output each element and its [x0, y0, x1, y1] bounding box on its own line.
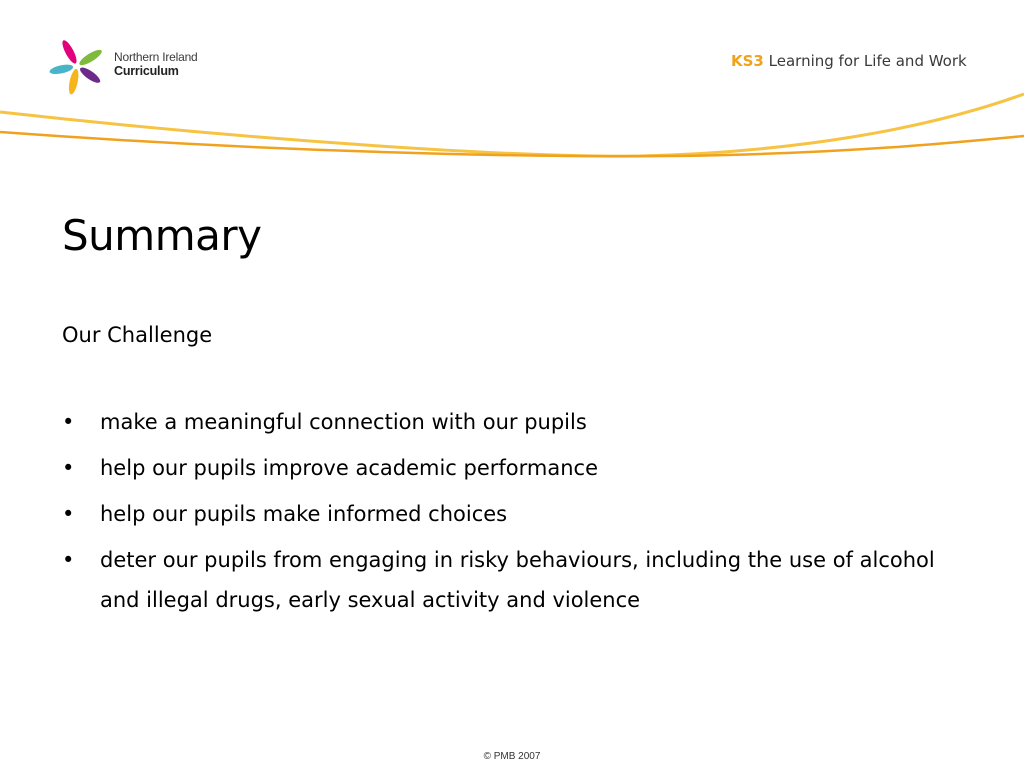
bullet-text: help our pupils make informed choices — [100, 502, 508, 526]
bullet-dot: • — [62, 548, 75, 572]
header-swoosh-lines — [0, 80, 1024, 170]
list-item — [62, 448, 962, 488]
ks3-subject-title — [731, 52, 967, 70]
slide-subtitle: Our Challenge — [62, 323, 213, 347]
subject-name: Learning for Life and Work — [768, 52, 967, 70]
list-item — [62, 494, 962, 534]
ks3-code: KS3 — [731, 52, 764, 70]
bullet-list — [62, 402, 962, 626]
bullet-dot: • — [62, 410, 75, 434]
bullet-text: make a meaningful connection with our pupils — [100, 410, 587, 434]
logo-line-northern-ireland: Northern Ireland — [114, 50, 198, 64]
logo-line-curriculum: Curriculum — [114, 64, 179, 78]
list-item — [62, 540, 962, 620]
bullet-text: deter our pupils from engaging in risky behaviours, including the use of alcohol and illegal drugs, early sexual activity and violence — [100, 548, 935, 612]
copyright-footer: © PMB 2007 — [483, 751, 541, 762]
list-item — [62, 402, 962, 442]
bullet-dot: • — [62, 502, 75, 526]
slide-title: Summary — [62, 211, 262, 260]
bullet-text: help our pupils improve academic performance — [100, 456, 598, 480]
bullet-dot: • — [62, 456, 75, 480]
